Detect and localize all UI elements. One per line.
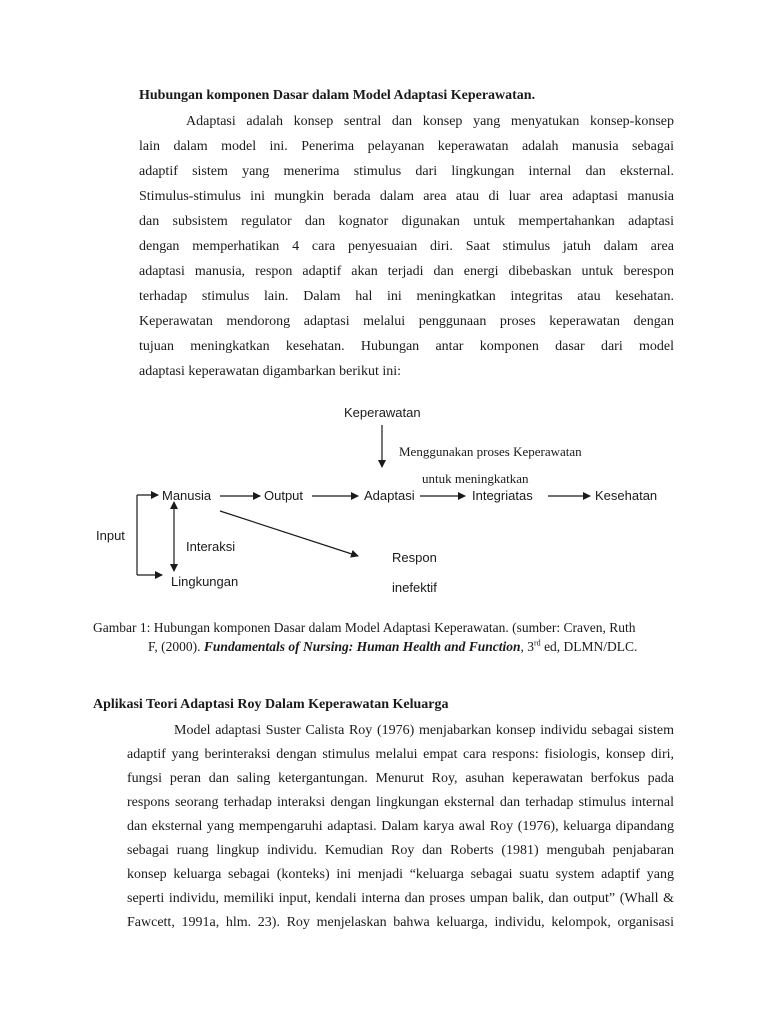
- adaptation-diagram: [90, 395, 690, 605]
- label-inefektif: inefektif: [392, 580, 437, 595]
- section1-line-3: adaptif sistem yang menerima stimulus dari lingkungan internal dan eksternal.: [139, 164, 674, 179]
- section1-line-5: dan subsistem regulator dan kognator digunakan untuk mempertahankan adaptasi: [139, 214, 674, 229]
- section1-line-2: lain dalam model ini. Penerima pelayanan keperawatan adalah manusia sebagai: [139, 139, 674, 154]
- section2-line-4: respons seorang terhadap interaksi dengan lingkungan eksternal dan terhadap stimulus internal: [127, 795, 674, 810]
- section1-heading: Hubungan komponen Dasar dalam Model Adaptasi Keperawatan.: [139, 88, 536, 103]
- label-respon: Respon: [392, 550, 437, 565]
- arrow-manusia-respon: [220, 511, 358, 556]
- label-lingkungan: Lingkungan: [171, 574, 239, 589]
- section1-line-10: tujuan meningkatkan kesehatan. Hubungan antar komponen dasar dari model: [139, 339, 674, 354]
- section1-line-4: Stimulus-stimulus ini mungkin berada dalam area atau di luar area adaptasi manusia: [139, 189, 674, 204]
- label-proses-line1: Menggunakan proses Keperawatan: [399, 444, 582, 459]
- label-keperawatan: Keperawatan: [344, 405, 421, 420]
- caption-suffix: ed, DLMN/DLC.: [540, 639, 638, 654]
- section2-line-3: fungsi peran dan saling ketergantungan. Menurut Roy, asuhan keperawatan berfokus pada: [127, 771, 674, 786]
- caption-book-title: Fundamentals of Nursing: Human Health and Function: [203, 639, 521, 654]
- section1-line-9: Keperawatan mendorong adaptasi melalui penggunaan proses keperawatan dengan: [139, 314, 674, 329]
- label-interaksi: Interaksi: [186, 539, 236, 554]
- caption-comma: , 3: [520, 639, 535, 654]
- label-kesehatan: Kesehatan: [595, 488, 658, 503]
- section2-line-9: Fawcett, 1991a, hlm. 23). Roy menjelaskan bahwa keluarga, individu, kelompok, organisasi: [127, 915, 674, 930]
- section1-line-1: Adaptasi adalah konsep sentral dan konsep yang menyatukan konsep-konsep: [186, 114, 674, 129]
- section2-line-7: konsep keluarga sebagai (konteks) ini menjadi “keluarga sebagai suatu system adaptif yang: [127, 867, 674, 882]
- section1-line-6: dengan memperhatikan 4 cara penyesuaian diri. Saat stimulus jatuh dalam area: [139, 239, 674, 254]
- label-output: Output: [264, 488, 304, 503]
- section1-line-7: adaptasi manusia, respon adaptif akan terjadi dan energi dibebaskan untuk berespon: [139, 264, 674, 279]
- label-input: Input: [96, 528, 125, 543]
- section2-line-6: sebagai ruang lingkup individu. Kemudian Roy dan Roberts (1981) mengubah penjabaran: [127, 843, 674, 858]
- label-manusia: Manusia: [162, 488, 212, 503]
- section2-line-8: seperti individu, memiliki input, kendali interna dan proses umpan balik, dan output” (Whall &: [127, 891, 674, 906]
- label-integriatas: Integriatas: [472, 488, 533, 503]
- section2-line-5: dan eksternal yang mempengaruhi adaptasi. Dalam karya awal Roy (1976), keluarga dipandang: [127, 819, 674, 834]
- caption-sup: rd: [534, 638, 541, 648]
- figure-caption-line2: [148, 638, 637, 656]
- label-adaptasi: Adaptasi: [364, 488, 415, 503]
- section1-line-11: adaptasi keperawatan digambarkan berikut ini:: [139, 364, 402, 379]
- section2-line-2: adaptif yang berinteraksi dengan stimulus melalui empat cara respons: fisiologis, konsep diri,: [127, 747, 674, 762]
- section2-heading: Aplikasi Teori Adaptasi Roy Dalam Keperawatan Keluarga: [93, 697, 449, 712]
- section2-line-1: Model adaptasi Suster Calista Roy (1976) menjabarkan konsep individu sebagai sistem: [174, 723, 674, 738]
- figure-caption-line1: Gambar 1: Hubungan komponen Dasar dalam Model Adaptasi Keperawatan. (sumber: Craven, Ruth: [93, 620, 636, 635]
- caption-prefix: F, (2000).: [148, 639, 204, 654]
- label-proses-line2: untuk meningkatkan: [422, 471, 529, 486]
- section1-line-8: terhadap stimulus lain. Dalam hal ini meningkatkan integritas atau kesehatan.: [139, 289, 674, 304]
